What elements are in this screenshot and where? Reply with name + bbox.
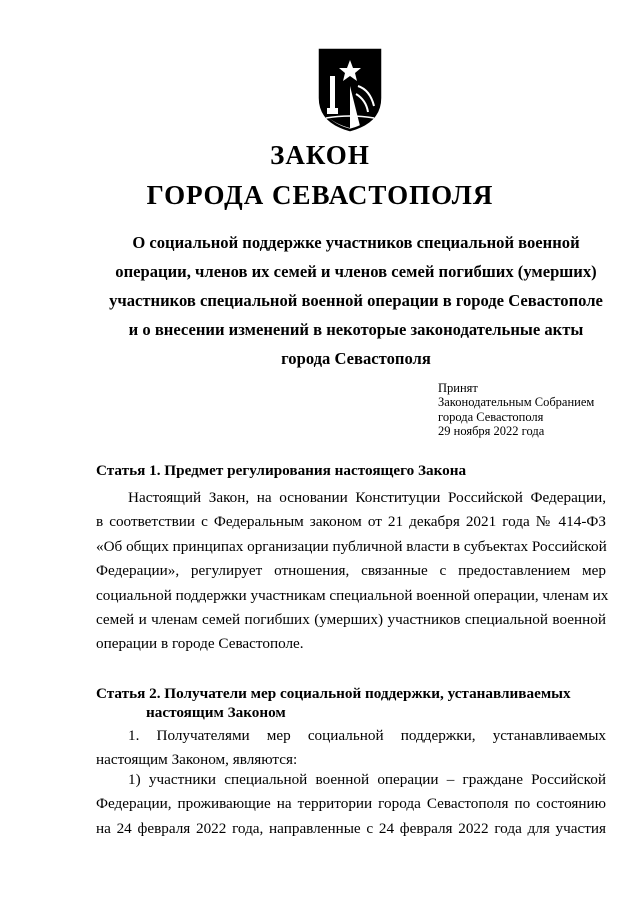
subject-line: О социальной поддержке участников специальной военной: [132, 233, 580, 252]
paragraph-line: «Об общих принципах организации публичной власти в субъектах Российской: [96, 537, 607, 555]
subject-line: города Севастополя: [281, 349, 431, 368]
paragraph-line: 1. Получателями мер социальной поддержки, устанавливаемых: [128, 727, 606, 744]
paragraph-line: 1) участники специальной военной операции – граждане Российской: [128, 771, 606, 788]
paragraph-line: настоящим Законом, являются:: [96, 751, 298, 769]
article-1-paragraph: [96, 486, 609, 657]
heading-line: Статья 2. Получатели мер социальной поддержки, устанавливаемых: [96, 685, 571, 702]
paragraph-line: Федерации, проживающие на территории города Севастополя по состоянию: [96, 795, 606, 813]
article-1-heading: Статья 1. Предмет регулирования настоящего Закона: [96, 462, 467, 479]
subject-line: участников специальной военной операции в городе Севастополе: [109, 291, 603, 310]
adoption-date: 29 ноября 2022 года: [438, 424, 545, 439]
article-2-subitem-1: [96, 768, 606, 841]
paragraph-line: на 24 февраля 2022 года, направленные с 24 февраля 2022 года для участия: [96, 819, 606, 837]
subject-line: операции, членов их семей и членов семей погибших (умерших): [115, 262, 597, 281]
issuer-title: ГОРОДА СЕВАСТОПОЛЯ: [146, 180, 494, 210]
paragraph-line: Настоящий Закон, на основании Конституции Российской Федерации,: [128, 489, 606, 506]
adoption-block: [438, 381, 594, 439]
paragraph-line: Федерации», регулирует отношения, связанные с предоставлением мер: [96, 562, 606, 580]
paragraph-line: социальной поддержки участникам специальной военной операции, членам их: [96, 586, 609, 604]
coat-of-arms-emblem: [316, 46, 384, 132]
paragraph-line: в соответствии с Федеральным законом от 21 декабря 2021 года № 414-ФЗ: [96, 513, 606, 531]
heading-line: настоящим Законом: [146, 704, 286, 721]
adoption-line: города Севастополя: [438, 409, 544, 424]
paragraph-line: семей и членам семей погибших (умерших) участников специальной военной: [96, 611, 606, 629]
subject-line: и о внесении изменений в некоторые законодательные акты: [128, 320, 584, 339]
document-type-title: ЗАКОН: [270, 140, 370, 170]
adoption-line: Законодательным Собранием: [438, 395, 595, 410]
article-2-item-1: [96, 724, 606, 773]
adoption-line: Принят: [438, 381, 478, 395]
law-subject: [94, 228, 618, 373]
article-2-heading: [96, 684, 606, 722]
paragraph-line: операции в городе Севастополе.: [96, 635, 304, 653]
